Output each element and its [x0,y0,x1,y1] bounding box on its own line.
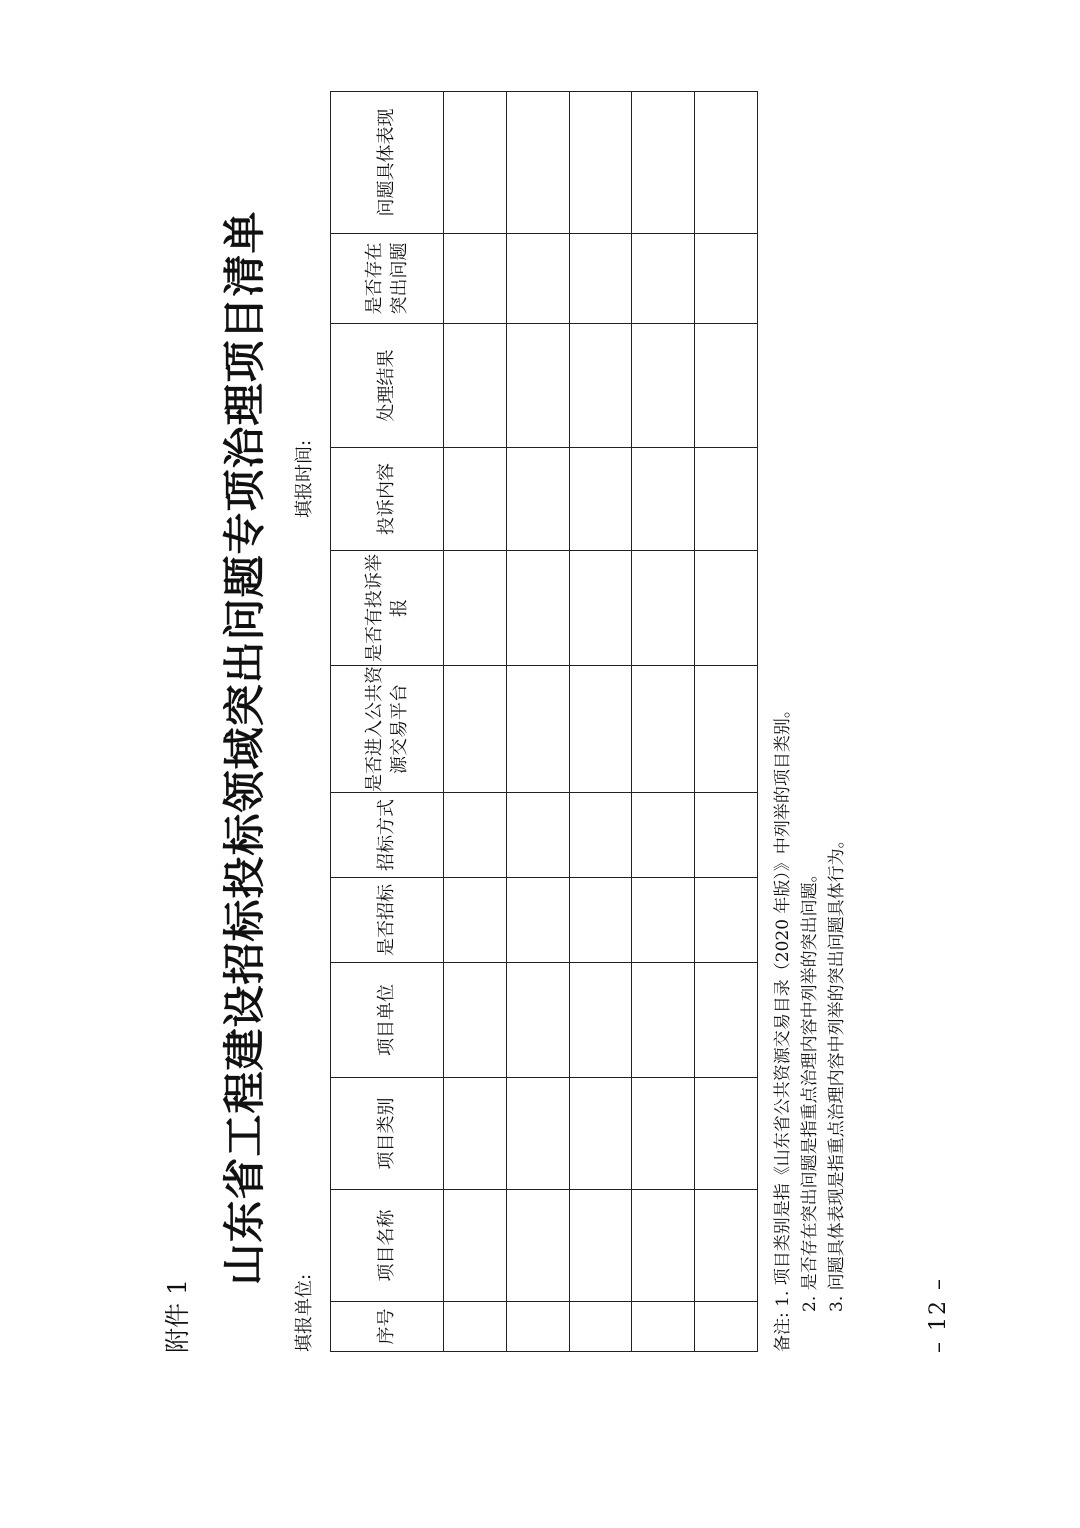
header-has-issue: 是否存在突出问题 [331,234,444,324]
table-row [569,92,632,1352]
table-cell [569,234,632,324]
table-cell [695,234,758,324]
note-item: 3. 问题具体表现是指重点治理内容中列举的突出问题具体行为。 [827,831,848,1312]
table-cell [632,234,695,324]
table-cell [569,666,632,793]
table-cell [569,793,632,878]
table-row [632,92,695,1352]
table-cell [506,1302,569,1352]
table-cell [506,92,569,234]
header-index: 序号 [331,1302,444,1352]
table-row [695,92,758,1352]
table-cell [632,1302,695,1352]
notes-label: 备注: [773,1312,793,1352]
page-number: – 12 – [926,1277,951,1353]
table-cell [695,1302,758,1352]
table-cell [632,551,695,666]
table-cell [632,92,695,234]
table-cell [506,448,569,551]
header-handling-result: 处理结果 [331,324,444,448]
table-cell [632,1190,695,1302]
table-cell [632,324,695,448]
table-cell [444,1302,507,1352]
table-row [444,92,507,1352]
table-cell [632,448,695,551]
table-cell [444,878,507,963]
table-cell [695,1190,758,1302]
note-item: 1. 项目类别是指《山东省公共资源交易目录（2020 年版）》中列举的项目类别。 [773,701,793,1307]
table-cell [506,666,569,793]
table-cell [695,1078,758,1190]
project-list-table [330,91,758,1352]
table-row [506,92,569,1352]
table-cell [506,551,569,666]
table-cell [444,551,507,666]
table-cell [695,963,758,1078]
fill-unit-label: 填报单位: [294,1273,315,1352]
table-cell [506,234,569,324]
table-cell [569,324,632,448]
notes-section [770,701,852,1352]
table-header-row [331,92,444,1352]
table-cell [632,963,695,1078]
header-is-tender: 是否招标 [331,878,444,963]
table-cell [444,1078,507,1190]
table-cell [569,878,632,963]
table-cell [506,878,569,963]
header-complaint-content: 投诉内容 [331,448,444,551]
table-cell [506,793,569,878]
fill-time-label: 填报时间: [294,439,315,518]
table-cell [444,324,507,448]
table-cell [444,963,507,1078]
table-cell [506,324,569,448]
header-project-unit: 项目单位 [331,963,444,1078]
header-tender-method: 招标方式 [331,793,444,878]
table-body [444,92,758,1352]
table-cell [695,92,758,234]
table-cell [632,878,695,963]
attachment-label: 附件 1 [163,1279,192,1353]
table-cell [695,793,758,878]
header-project-category: 项目类别 [331,1078,444,1190]
document-title: 山东省工程建设招标投标领域突出问题专项治理项目清单 [220,210,269,1286]
table-cell [569,448,632,551]
table-cell [569,963,632,1078]
note-item: 2. 是否存在突出问题是指重点治理内容中列举的突出问题。 [800,865,821,1312]
table-cell [569,1302,632,1352]
table-cell [695,878,758,963]
table-cell [695,448,758,551]
table-cell [695,324,758,448]
table-cell [632,793,695,878]
header-public-platform: 是否进入公共资源交易平台 [331,666,444,793]
table-cell [569,1190,632,1302]
table-cell [632,1078,695,1190]
table-cell [632,666,695,793]
table-cell [444,666,507,793]
table-cell [569,92,632,234]
table-cell [506,963,569,1078]
table-cell [444,1190,507,1302]
table-cell [444,793,507,878]
table-cell [444,448,507,551]
table-cell [444,234,507,324]
header-project-name: 项目名称 [331,1190,444,1302]
header-has-complaint: 是否有投诉举报 [331,551,444,666]
table-cell [506,1078,569,1190]
table-cell [695,666,758,793]
table-cell [506,1190,569,1302]
table-cell [569,551,632,666]
header-issue-detail: 问题具体表现 [331,92,444,234]
table-cell [444,92,507,234]
table-cell [695,551,758,666]
table-cell [569,1078,632,1190]
